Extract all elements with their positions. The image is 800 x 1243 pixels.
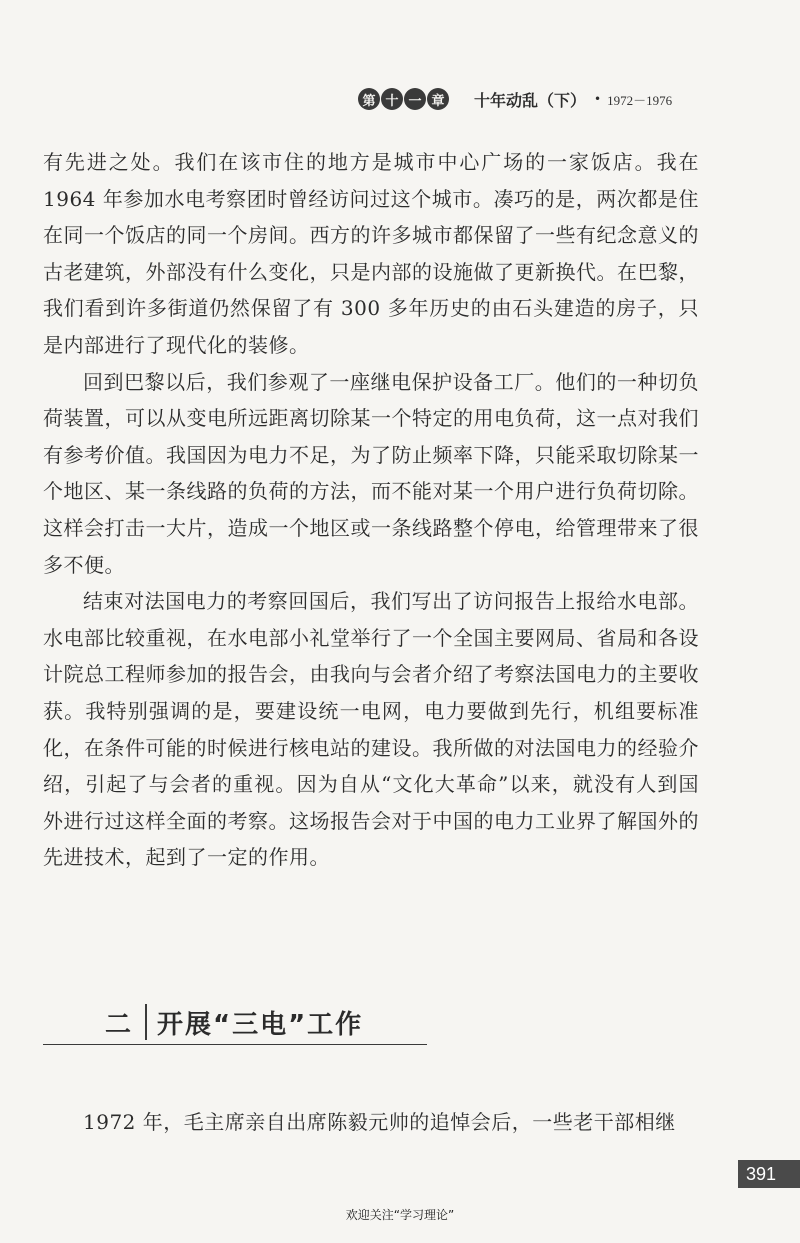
chapter-badge: 一	[404, 88, 426, 110]
chapter-label	[358, 88, 450, 110]
paragraph: 有先进之处。我们在该市住的地方是城市中心广场的一家饭店。我在 1964 年参加水电考察团时曾经访问过这个城市。凑巧的是，两次都是住在同一个饭店的同一个房间。西方的许多城市都保留了一些有纪念意义的古老建筑，外部没有什么变化，只是内部的设施做了更新换代。在巴黎，我们看到许多街道仍然保留了有 300 多年历史的由石头建造的房子，只是内部进行了现代化的装修。	[43, 150, 699, 357]
section-number: 二	[104, 1009, 133, 1040]
paragraph: 回到巴黎以后，我们参观了一座继电保护设备工厂。他们的一种切负荷装置，可以从变电所远距离切除某一个特定的用电负荷，这一点对我们有参考价值。我国因为电力不足，为了防止频率下降，只能采取切除某一个地区、某一条线路的负荷的方法，而不能对某一个用户进行负荷切除。这样会打击一大片，造成一个地区或一条线路整个停电，给管理带来了很多不便。	[43, 369, 699, 577]
chapter-title: 十年动乱（下）	[474, 90, 587, 110]
chapter-badge: 章	[427, 88, 449, 110]
running-header	[358, 86, 698, 112]
header-separator: •	[594, 92, 602, 106]
page-number: 391	[746, 1163, 777, 1184]
chapter-badge: 十	[381, 88, 403, 110]
section-title: 开展“三电”工作	[157, 1009, 364, 1040]
paragraph: 1972 年，毛主席亲自出席陈毅元帅的追悼会后，一些老干部相继	[83, 1110, 676, 1134]
body-text-continued	[43, 1104, 699, 1141]
body-text	[43, 144, 699, 876]
chapter-badge: 第	[358, 88, 380, 110]
paragraph: 结束对法国电力的考察回国后，我们写出了访问报告上报给水电部。水电部比较重视，在水电部小礼堂举行了一个全国主要网局、省局和各设计院总工程师参加的报告会，由我向与会者介绍了考察法国电力的主要收获。我特别强调的是，要建设统一电网，电力要做到先行，机组要标准化，在条件可能的时候进行核电站的建设。我所做的对法国电力的经验介绍，引起了与会者的重视。因为自从“文化大革命”以来，就没有人到国外进行过这样全面的考察。这场报告会对于中国的电力工业界了解国外的先进技术，起到了一定的作用。	[43, 589, 699, 870]
section-heading	[43, 1000, 427, 1045]
page-number-tab	[738, 1160, 800, 1188]
footer-note: 欢迎关注“学习理论”	[345, 1208, 455, 1222]
year-range: 1972－1976	[607, 92, 673, 108]
section-divider	[145, 1004, 147, 1040]
